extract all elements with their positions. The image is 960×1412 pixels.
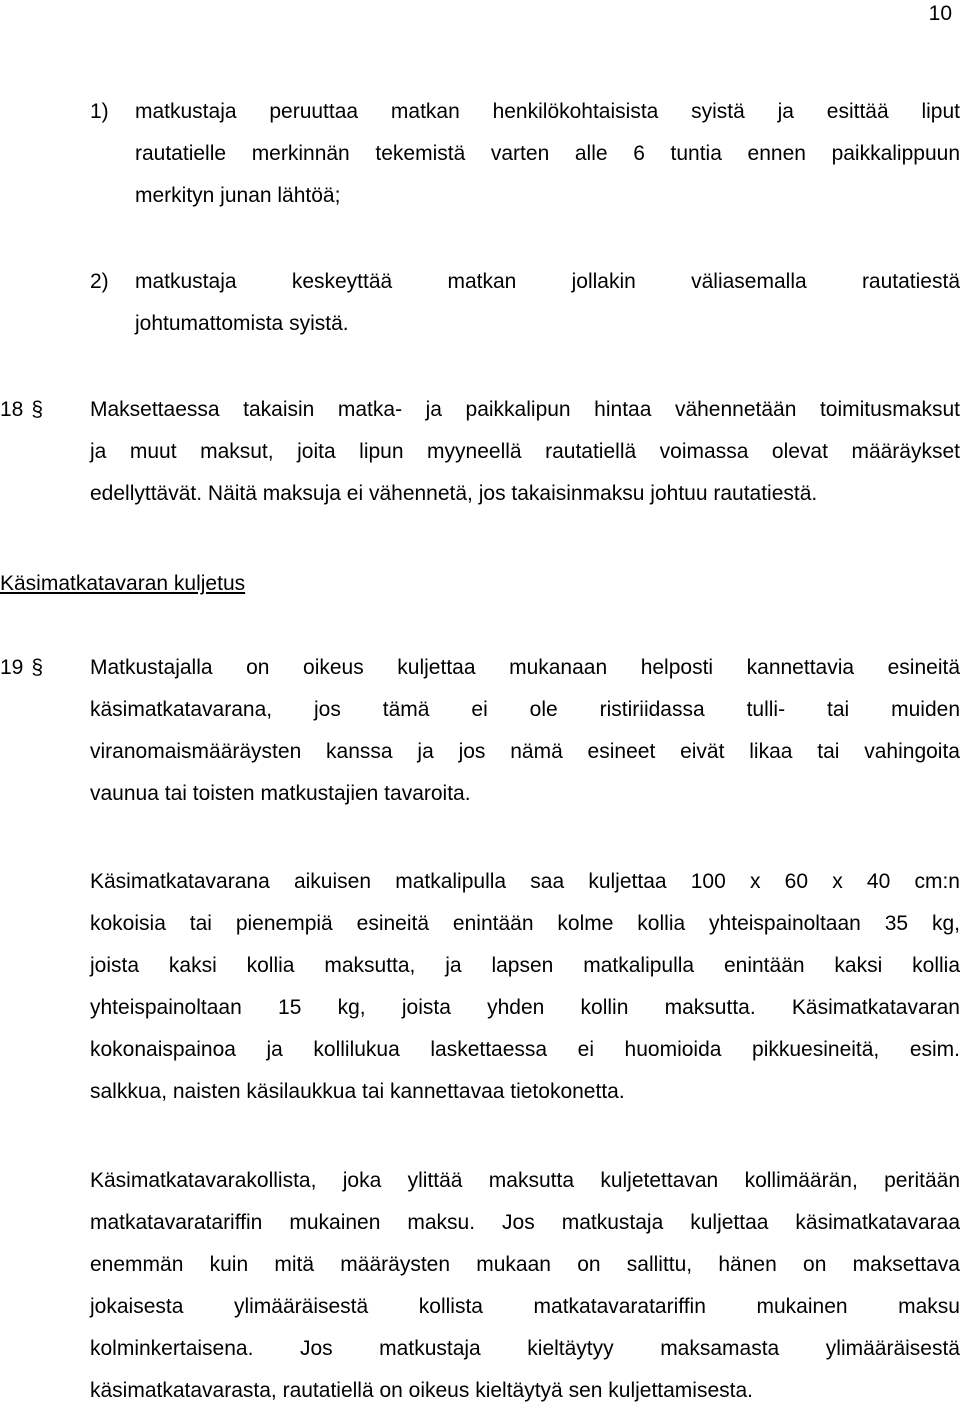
section-18 <box>0 389 960 515</box>
text-line: matkustaja keskeyttää matkan jollakin väliasemalla rautatiestä <box>135 270 960 293</box>
text-line: Maksettaessa takaisin matka- ja paikkalipun hintaa vähennetään toimitusmaksut <box>90 398 960 421</box>
text-line: rautatielle merkinnän tekemistä varten alle 6 tuntia ennen paikkalippuun <box>135 142 960 165</box>
list-item-text <box>135 91 960 217</box>
text-line: yhteispainoltaan 15 kg, joista yhden kollin maksutta. Käsimatkatavaran <box>90 996 960 1019</box>
section-19 <box>0 647 960 815</box>
text-line: johtumattomista syistä. <box>135 312 349 335</box>
text-line: matkustaja peruuttaa matkan henkilökohtaisista syistä ja esittää liput <box>135 100 960 123</box>
list-item-text <box>135 261 960 345</box>
page-number: 10 <box>928 2 952 25</box>
list-item-number: 1) <box>90 100 109 123</box>
text-line: edellyttävät. Näitä maksuja ei vähennetä, jos takaisinmaksu johtuu rautatiestä. <box>90 482 818 505</box>
text-line: Käsimatkatavarana aikuisen matkalipulla saa kuljettaa 100 x 60 x 40 cm:n <box>90 870 960 893</box>
text-line: kokonaispainoa ja kollilukua laskettaessa ei huomioida pikkuesineitä, esim. <box>90 1038 960 1061</box>
section-heading: Käsimatkatavaran kuljetus <box>0 572 246 595</box>
text-line: matkatavaratariffin mukainen maksu. Jos matkustaja kuljettaa käsimatkatavaraa <box>90 1211 960 1234</box>
section-sign: § <box>31 656 44 679</box>
section-text <box>90 389 960 515</box>
text-line: käsimatkatavarana, jos tämä ei ole ristiriidassa tulli- tai muiden <box>90 698 960 721</box>
section-sign: § <box>31 398 44 421</box>
list-item <box>90 91 960 217</box>
paragraph <box>90 861 960 1113</box>
text-line: viranomaismääräysten kanssa ja jos nämä esineet eivät likaa tai vahingoita <box>90 740 960 763</box>
section-number <box>0 647 43 689</box>
section-number <box>0 389 43 431</box>
text-line: merkityn junan lähtöä; <box>135 184 341 207</box>
section-text <box>90 647 960 815</box>
text-line: Käsimatkatavarakollista, joka ylittää maksutta kuljetettavan kollimäärän, peritään <box>90 1169 960 1192</box>
text-line: kokoisia tai pienempiä esineitä enintään kolme kollia yhteispainoltaan 35 kg, <box>90 912 960 935</box>
text-line: ja muut maksut, joita lipun myyneellä rautatiellä voimassa olevat määräykset <box>90 440 960 463</box>
text-line: joista kaksi kollia maksutta, ja lapsen matkalipulla enintään kaksi kollia <box>90 954 960 977</box>
section-number-value: 19 <box>0 656 24 679</box>
text-line: salkkua, naisten käsilaukkua tai kannettavaa tietokonetta. <box>90 1080 625 1103</box>
text-line: vaunua tai toisten matkustajien tavaroita. <box>90 782 471 805</box>
text-line: Matkustajalla on oikeus kuljettaa mukanaan helposti kannettavia esineitä <box>90 656 960 679</box>
list-item-number: 2) <box>90 270 109 293</box>
section-number-value: 18 <box>0 398 24 421</box>
list-item <box>90 261 960 345</box>
text-line: kolminkertaisena. Jos matkustaja kieltäytyy maksamasta ylimääräisestä <box>90 1337 960 1360</box>
paragraph <box>90 1160 960 1412</box>
text-line: käsimatkatavarasta, rautatiellä on oikeus kieltäytyä sen kuljettamisesta. <box>90 1379 753 1402</box>
text-line: jokaisesta ylimääräisestä kollista matkatavaratariffin mukainen maksu <box>90 1295 960 1318</box>
text-line: enemmän kuin mitä määräysten mukaan on sallittu, hänen on maksettava <box>90 1253 960 1276</box>
